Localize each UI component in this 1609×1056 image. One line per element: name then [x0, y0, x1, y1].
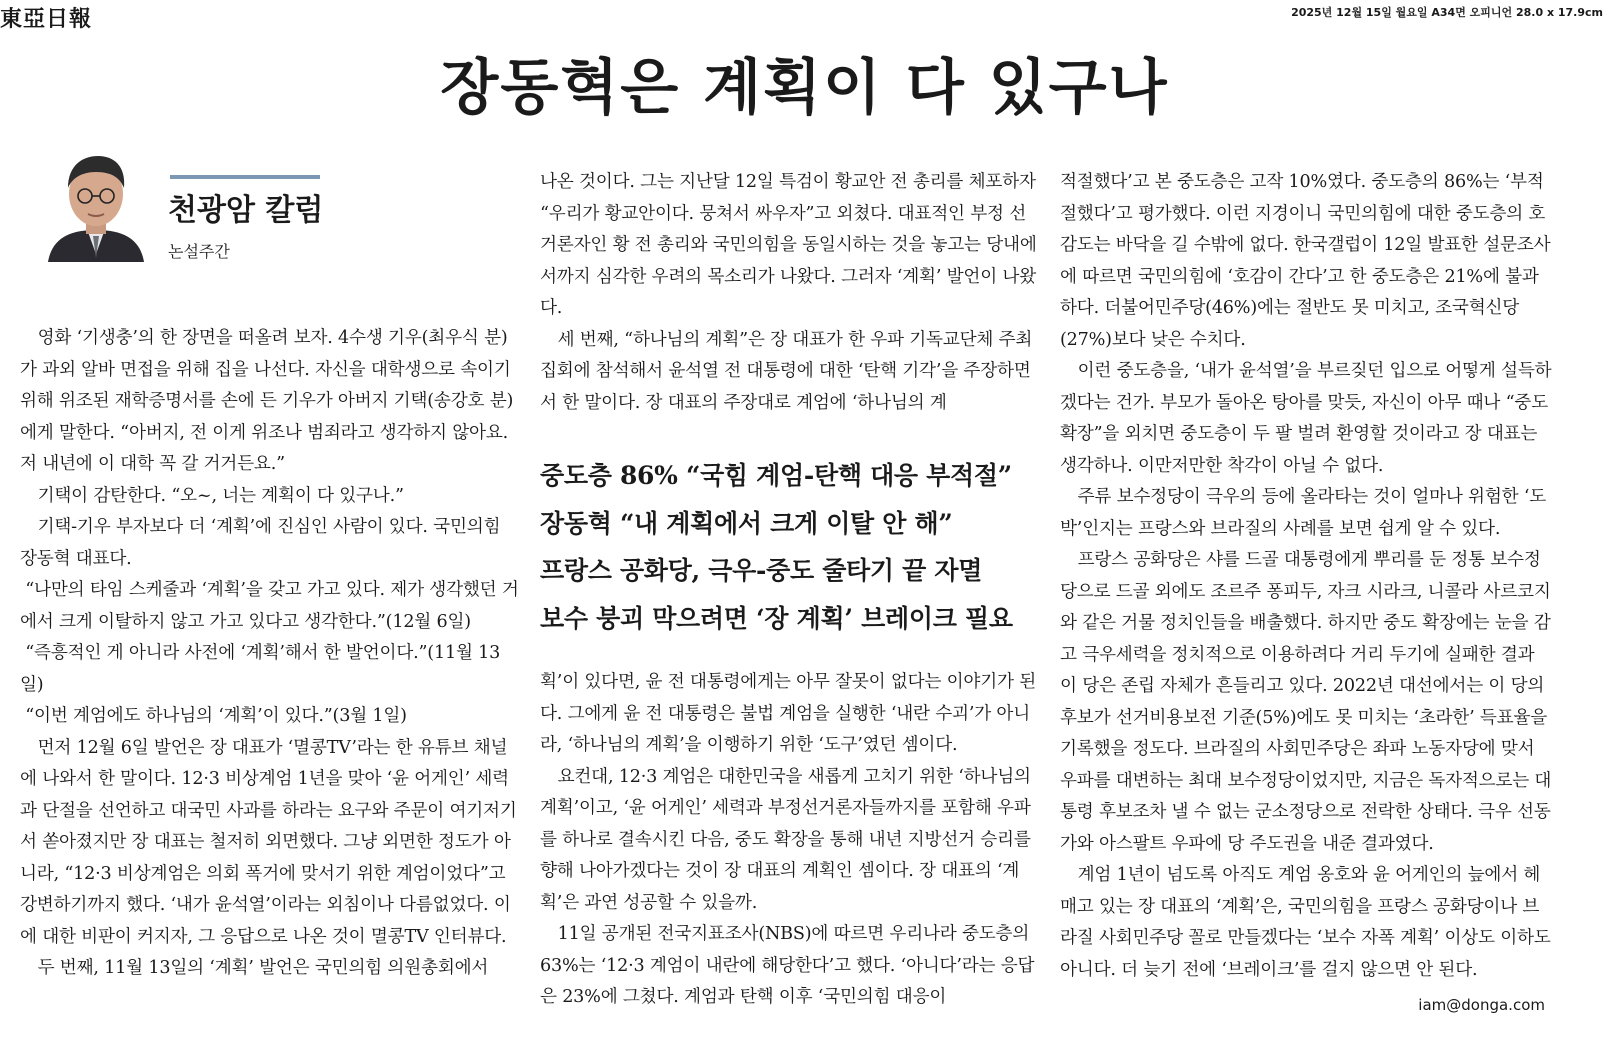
quote-paragraph: “이번 계엄에도 하나님의 ‘계획’이 있다.”(3월 1일): [25, 706, 407, 726]
paragraph: 세 번째, “하나님의 계획”은 장 대표가 한 우파 기독교단체 주최 집회에 참석해서 윤석열 전 대통령에 대한 ‘탄핵 기각’을 주장하면서 한 말이다. 장 대표의 주장대로 계엄에 ‘하나님의 계: [540, 329, 1033, 413]
paragraph: 기택-기우 부자보다 더 ‘계획’에 진심인 사람이 있다. 국민의힘 장동혁 대표다.: [20, 517, 501, 569]
paragraph: 기택이 감탄한다. “오~, 너는 계획이 다 있구나.”: [37, 485, 404, 506]
paragraph: 프랑스 공화당은 샤를 드골 대통령에게 뿌리를 둔 정통 보수정당으로 드골 외에도 조르주 퐁피두, 자크 시라크, 니콜라 사르코지와 같은 거물 정치인들을 배출했다. 하지만 중도 확장에는 눈을 감고 극우세력을 정치적으로 이용하려다 거리 두기에 실패한 결과 이 당은 존립 자체가 흔들리고 있다. 2022년 대선에서는 이 당의 후보가 선거비용보전 기준(5%)에도 못 미치는 ‘초라한’ 득표율을 기록했을 정도다. 브라질의 사회민주당은 좌파 노동자당에 맞서 우파를 대변하는 최대 보수정당이었지만, 지금은 독자적으로는 대통령 후보조차 낼 수 없는 군소정당으로 전락한 상태다. 극우 선동가와 아스팔트 우파에 당 주도권을 내준 결과였다.: [1060, 550, 1552, 854]
paragraph: 11일 공개된 전국지표조사(NBS)에 따르면 우리나라 중도층의 63%는 ‘12·3 계엄이 내란에 해당한다’고 했다. ‘아니다’라는 응답은 23%에 그쳤다. 계엄과 탄핵 이후 ‘국민의힘 대응이: [540, 924, 1035, 1007]
newspaper-masthead: 東亞日報: [0, 6, 93, 32]
paragraph: 나온 것이다. 그는 지난달 12일 특검이 황교안 전 총리를 체포하자 “우리가 황교안이다. 뭉쳐서 싸우자”고 외쳤다. 대표적인 부정 선거론자인 황 전 총리와 국민의힘을 동일시하는 것을 놓고는 당내에서까지 심각한 우려의 목소리가 나왔다. 그러자 ‘계획’ 발언이 나왔다.: [540, 172, 1037, 318]
quote-paragraph: “나만의 타임 스케줄과 ‘계획’을 갖고 가고 있다. 제가 생각했던 거에서 크게 이탈하지 않고 가고 있다고 생각한다.”(12월 6일): [20, 580, 519, 632]
subheadline: 장동혁 “내 계획에서 크게 이탈 안 해”: [540, 508, 953, 538]
paragraph: 두 번째, 11월 13일의 ‘계획’ 발언은 국민의힘 의원총회에서: [37, 958, 489, 978]
column-2-top: [540, 167, 1040, 419]
subheadline: 보수 붕괴 막으려면 ‘장 계획’ 브레이크 필요: [540, 603, 1013, 633]
headline: 장동혁은 계획이 다 있구나: [440, 53, 1169, 123]
quote-paragraph: “즉흥적인 게 아니라 사전에 ‘계획’해서 한 발언이다.”(11월 13일): [20, 643, 501, 695]
byline-rule: [170, 175, 320, 179]
publication-info: 2025년 12월 15일 월요일 A34면 오피니언 28.0 x 17.9cm: [1291, 6, 1603, 19]
author-email: iam@donga.com: [1418, 996, 1545, 1014]
subheadline: 중도층 86% “국힘 계엄-탄핵 대응 부적절”: [540, 461, 1012, 490]
paragraph: 주류 보수정당이 극우의 등에 올라타는 것이 얼마나 위험한 ‘도박’인지는 프랑스와 브라질의 사례를 보면 쉽게 알 수 있다.: [1060, 487, 1547, 539]
column-2-bottom: [540, 667, 1040, 1014]
paragraph: 이런 중도층을, ‘내가 윤석열’을 부르짖던 입으로 어떻게 설득하겠다는 건가. 부모가 돌아온 탕아를 맞듯, 자신이 아무 때나 “중도 확장”을 외치면 중도층이 두 팔 벌려 환영할 것이라고 장 대표는 생각하나. 이만저만한 착각이 아닐 수 없다.: [1060, 361, 1552, 476]
paragraph: 영화 ‘기생충’의 한 장면을 떠올려 보자. 4수생 기우(최우식 분)가 과외 알바 면접을 위해 집을 나선다. 자신을 대학생으로 속이기 위해 위조된 재학증명서를 손에 든 기우가 아버지 기택(송강호 분)에게 말한다. “아버지, 전 이게 위조나 범죄라고 생각하지 않아요. 저 내년에 이 대학 꼭 갈 거거든요.”: [20, 328, 514, 474]
subheadline: 프랑스 공화당, 극우-중도 줄타기 끝 자멸: [540, 556, 983, 585]
column-1: [20, 323, 520, 985]
paragraph: 획’이 있다면, 윤 전 대통령에게는 아무 잘못이 없다는 이야기가 된다. 그에게 윤 전 대통령은 불법 계엄을 실행한 ‘내란 수괴’가 아니라, ‘하나님의 계획’을 이행하기 위한 ‘도구’였던 셈이다.: [540, 672, 1037, 755]
author-role: 논설주간: [168, 242, 230, 261]
author-portrait-icon: [44, 150, 148, 262]
paragraph: 먼저 12월 6일 발언은 장 대표가 ‘멸콩TV’라는 한 유튜브 채널에 나와서 한 말이다. 12·3 비상계엄 1년을 맞아 ‘윤 어게인’ 세력과 단절을 선언하고 대국민 사과를 하라는 요구와 주문이 여기저기서 쏟아졌지만 장 대표는 철저히 외면했다. 그냥 외면한 정도가 아니라, “12·3 비상계엄은 의회 폭거에 맞서기 위한 계엄이었다”고 강변하기까지 했다. ‘내가 윤석열’이라는 외침이나 다름없었다. 이에 대한 비판이 커지자, 그 응답으로 나온 것이 멸콩TV 인터뷰다.: [20, 737, 517, 947]
subheadline-box: [540, 452, 1060, 642]
author-name: 천광암 칼럼: [168, 193, 324, 228]
paragraph: 계엄 1년이 넘도록 아직도 계엄 옹호와 윤 어게인의 늪에서 헤매고 있는 장 대표의 ‘계획’은, 국민의힘을 프랑스 공화당이나 브라질 사회민주당 꼴로 만들겠다는 ‘보수 자폭 계획’ 이상도 이하도 아니다. 더 늦기 전에 ‘브레이크’를 걸지 않으면 안 된다.: [1060, 865, 1551, 980]
column-3: [1060, 167, 1552, 986]
paragraph: 요컨대, 12·3 계엄은 대한민국을 새롭게 고치기 위한 ‘하나님의 계획’이고, ‘윤 어게인’ 세력과 부정선거론자들까지를 포함해 우파를 하나로 결속시킨 다음, 중도 확장을 통해 내년 지방선거 승리를 향해 나아가겠다는 것이 장 대표의 계획인 셈이다. 장 대표의 ‘계획’은 과연 성공할 수 있을까.: [540, 766, 1031, 913]
paragraph: 적절했다’고 본 중도층은 고작 10%였다. 중도층의 86%는 ‘부적절했다’고 평가했다. 이런 지경이니 국민의힘에 대한 중도층의 호감도는 바닥을 길 수밖에 없다. 한국갤럽이 12일 발표한 설문조사에 따르면 국민의힘에 ‘호감이 간다’고 한 중도층은 21%에 불과하다. 더불어민주당(46%)에는 절반도 못 미치고, 조국혁신당(27%)보다 낮은 수치다.: [1060, 172, 1551, 350]
